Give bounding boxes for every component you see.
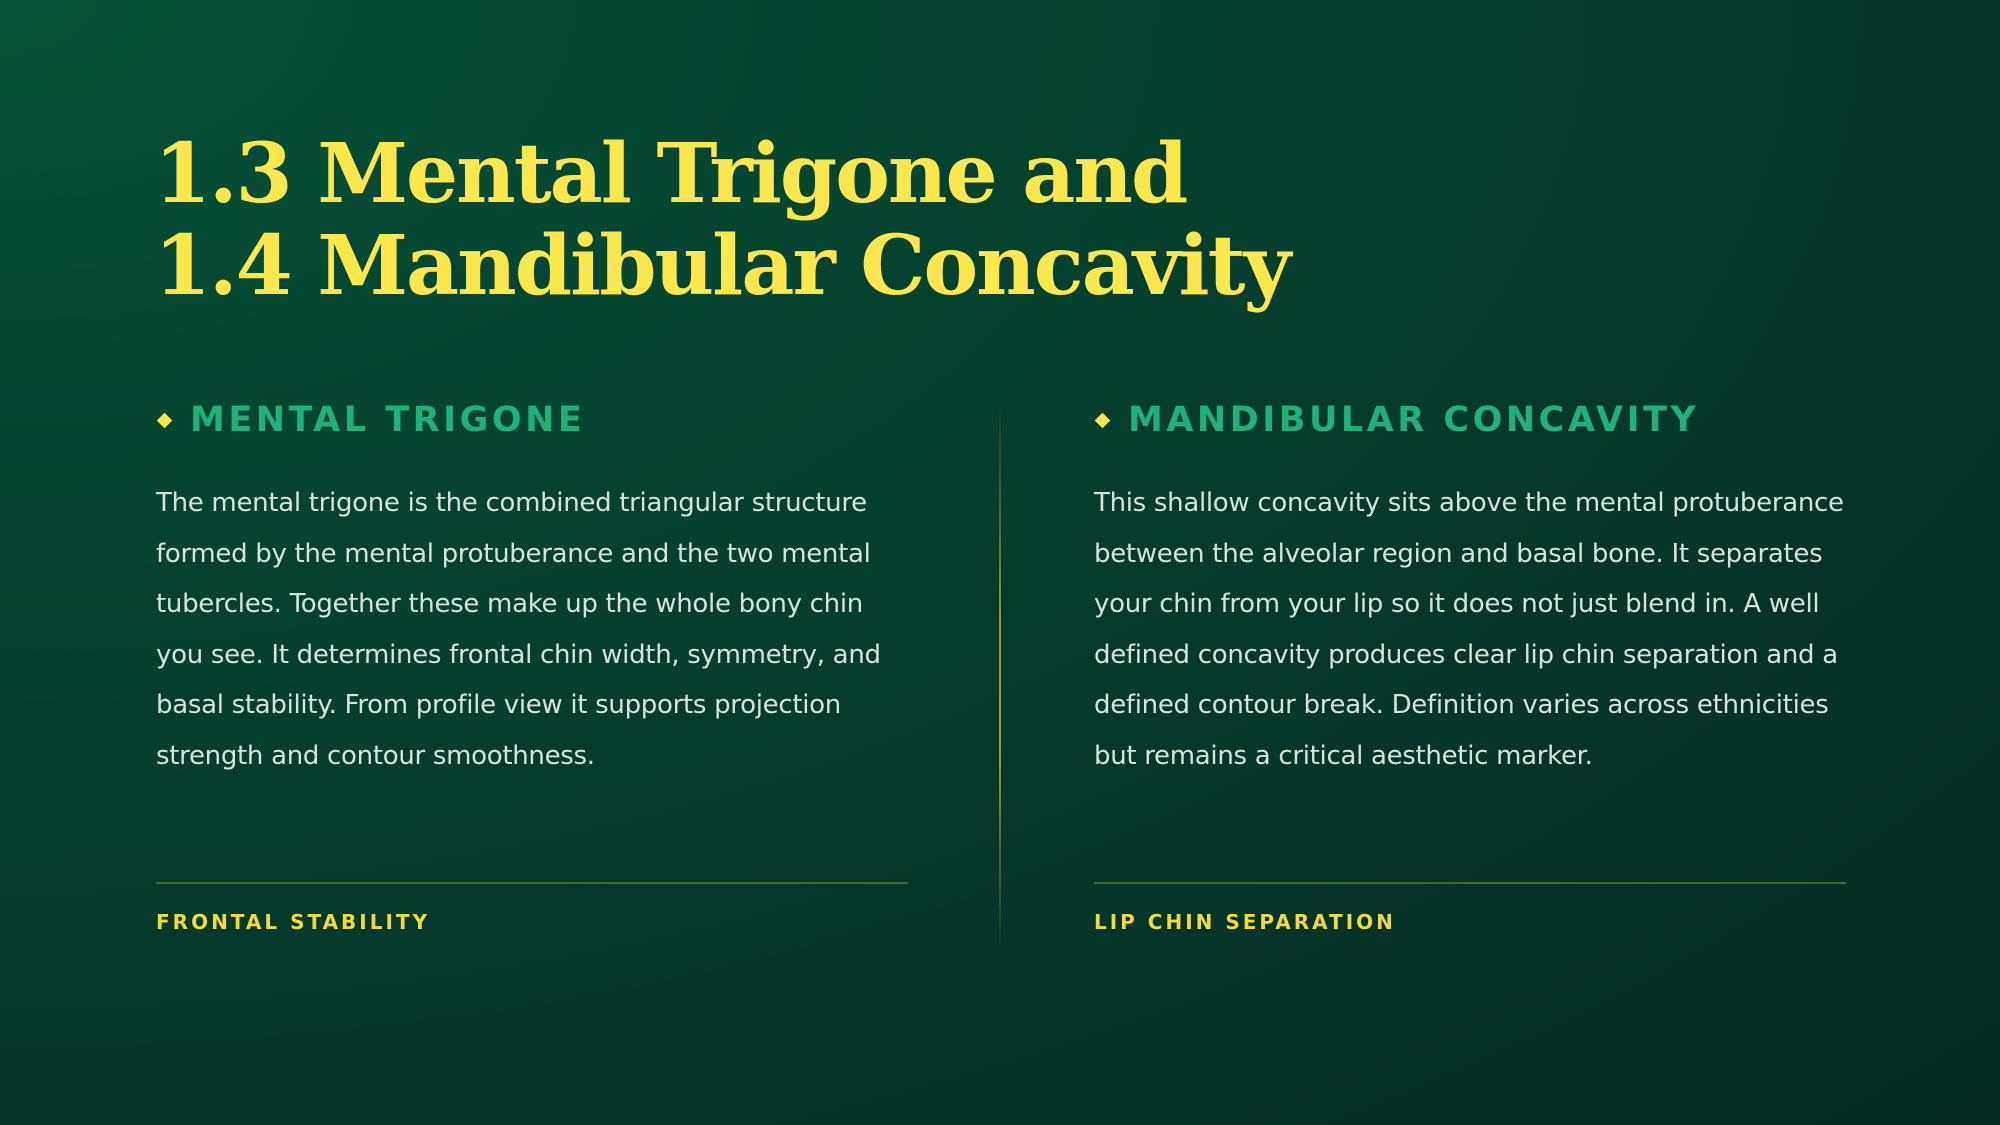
column-heading <box>156 398 908 442</box>
column-heading-label: MANDIBULAR CONCAVITY <box>1128 400 1700 440</box>
column-divider <box>156 882 908 884</box>
diamond-icon <box>157 412 173 428</box>
column-body-text: This shallow concavity sits above the mental protuberance between the alveolar region and basal bone. It separates your chin from your lip so it does not just blend in. A well defined concavity produces clear lip chin separation and a defined contour break. Definition varies across ethnicities but remains a critical aesthetic marker. <box>1094 488 1844 771</box>
column-heading <box>1094 398 1846 442</box>
column-heading-label: MENTAL TRIGONE <box>190 400 586 440</box>
column-mandibular-concavity <box>1094 398 1846 934</box>
title-line-2: 1.4 Mandibular Concavity <box>154 218 1290 314</box>
vertical-divider <box>999 408 1001 948</box>
page-title <box>154 128 1289 312</box>
diamond-icon <box>1095 412 1111 428</box>
title-line-1: 1.3 Mental Trigone and <box>154 126 1187 222</box>
column-tag: FRONTAL STABILITY <box>156 910 431 934</box>
column-body-text: The mental trigone is the combined triangular structure formed by the mental protuberance and the two mental tubercles. Together these make up the whole bony chin you see. It determines frontal chin width, symmetry, and basal stability. From profile view it supports projection strength and contour smoothness. <box>156 488 881 771</box>
column-mental-trigone <box>156 398 908 934</box>
column-divider <box>1094 882 1846 884</box>
column-tag: LIP CHIN SEPARATION <box>1094 910 1396 934</box>
